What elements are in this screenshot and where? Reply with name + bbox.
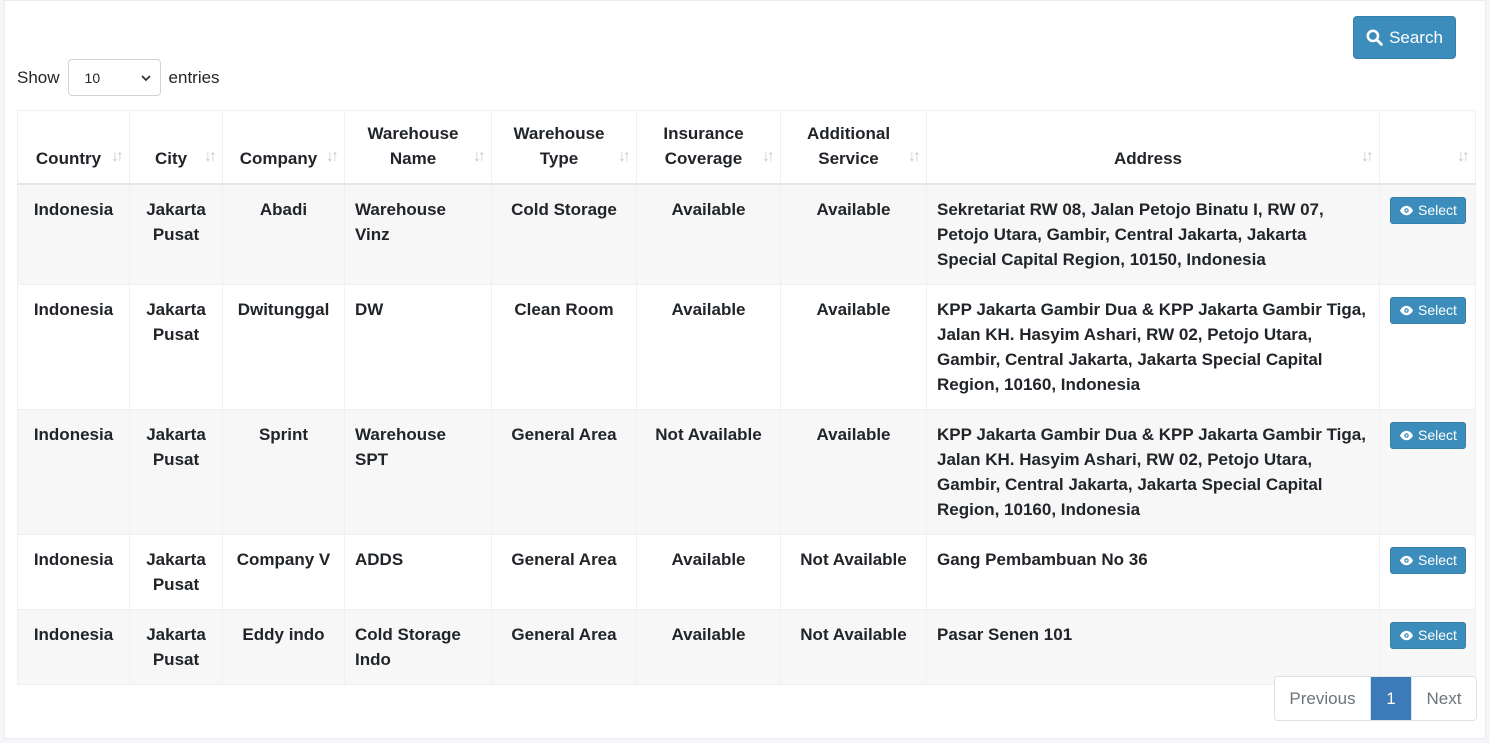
table-row <box>18 609 1476 684</box>
cell-company: Company V <box>223 534 345 609</box>
cell-insurance-coverage: Available <box>637 284 781 409</box>
select-button-label: Select <box>1418 202 1457 218</box>
cell-warehouse-name: DW <box>345 284 492 409</box>
table-row <box>18 184 1476 285</box>
cell-address: Sekretariat RW 08, Jalan Petojo Binatu I, RW 07, Petojo Utara, Gambir, Central Jakarta, Jakarta Special Capital Region, 10150, Indonesia <box>927 184 1380 285</box>
page-1-button[interactable]: 1 <box>1371 677 1411 720</box>
cell-insurance-coverage: Available <box>637 184 781 285</box>
cell-insurance-coverage: Not Available <box>637 409 781 534</box>
header-additional-service[interactable] <box>781 111 927 184</box>
header-warehouse-name[interactable] <box>345 111 492 184</box>
sort-icon: ↓↑ <box>111 147 121 165</box>
header-label: Insurance Coverage <box>663 123 744 168</box>
cell-insurance-coverage: Available <box>637 609 781 684</box>
cell-additional-service: Available <box>781 284 927 409</box>
search-button[interactable] <box>1353 16 1456 59</box>
cell-warehouse-name: ADDS <box>345 534 492 609</box>
eye-icon <box>1399 305 1414 316</box>
cell-address: Pasar Senen 101 <box>927 609 1380 684</box>
select-button[interactable] <box>1390 197 1466 224</box>
chevron-down-icon <box>140 72 152 84</box>
cell-action <box>1380 534 1476 609</box>
sort-icon: ↓↑ <box>908 147 918 165</box>
cell-city: Jakarta Pusat <box>130 184 223 285</box>
search-button-label: Search <box>1389 27 1443 47</box>
sort-icon: ↓↑ <box>1457 147 1467 165</box>
cell-company: Eddy indo <box>223 609 345 684</box>
cell-warehouse-name: Warehouse SPT <box>345 409 492 534</box>
select-button[interactable] <box>1390 622 1466 649</box>
previous-page-button[interactable]: Previous <box>1275 677 1371 720</box>
table-body <box>18 184 1476 685</box>
pagination <box>1274 676 1477 721</box>
cell-company: Abadi <box>223 184 345 285</box>
cell-country: Indonesia <box>18 609 130 684</box>
cell-insurance-coverage: Available <box>637 534 781 609</box>
eye-icon <box>1399 630 1414 641</box>
cell-address: KPP Jakarta Gambir Dua & KPP Jakarta Gambir Tiga, Jalan KH. Hasyim Ashari, RW 02, Petojo Utara, Gambir, Central Jakarta, Jakarta Special Capital Region, 10160, Indonesia <box>927 409 1380 534</box>
select-button-label: Select <box>1418 427 1457 443</box>
sort-icon: ↓↑ <box>326 147 336 165</box>
cell-warehouse-type: Cold Storage <box>492 184 637 285</box>
cell-warehouse-name: Warehouse Vinz <box>345 184 492 285</box>
cell-country: Indonesia <box>18 534 130 609</box>
sort-icon: ↓↑ <box>1361 147 1371 165</box>
cell-country: Indonesia <box>18 184 130 285</box>
sort-icon: ↓↑ <box>204 147 214 165</box>
table-row <box>18 409 1476 534</box>
cell-address: KPP Jakarta Gambir Dua & KPP Jakarta Gambir Tiga, Jalan KH. Hasyim Ashari, RW 02, Petojo Utara, Gambir, Central Jakarta, Jakarta Special Capital Region, 10160, Indonesia <box>927 284 1380 409</box>
show-label: Show <box>17 67 60 87</box>
select-button-label: Select <box>1418 302 1457 318</box>
header-label: Address <box>1113 148 1183 168</box>
header-label: Additional Service <box>806 123 891 168</box>
header-label: Warehouse Type <box>513 123 605 168</box>
cell-action <box>1380 409 1476 534</box>
header-label: Company <box>239 148 318 168</box>
cell-company: Dwitunggal <box>223 284 345 409</box>
table-header-row <box>18 111 1476 184</box>
cell-country: Indonesia <box>18 409 130 534</box>
entries-select[interactable] <box>68 59 161 96</box>
select-button[interactable] <box>1390 297 1466 324</box>
eye-icon <box>1399 205 1414 216</box>
cell-country: Indonesia <box>18 284 130 409</box>
table-row <box>18 284 1476 409</box>
header-label: City <box>154 148 188 168</box>
sort-icon: ↓↑ <box>618 147 628 165</box>
cell-action <box>1380 609 1476 684</box>
cell-additional-service: Not Available <box>781 609 927 684</box>
next-page-button[interactable]: Next <box>1411 677 1476 720</box>
header-warehouse-type[interactable] <box>492 111 637 184</box>
cell-city: Jakarta Pusat <box>130 284 223 409</box>
cell-warehouse-type: Clean Room <box>492 284 637 409</box>
header-action[interactable] <box>1380 111 1476 184</box>
entries-label: entries <box>168 67 220 87</box>
cell-warehouse-type: General Area <box>492 609 637 684</box>
cell-additional-service: Available <box>781 409 927 534</box>
header-label: Country <box>35 148 102 168</box>
header-insurance-coverage[interactable] <box>637 111 781 184</box>
cell-warehouse-name: Cold Storage Indo <box>345 609 492 684</box>
warehouse-table <box>17 110 1476 685</box>
cell-action <box>1380 184 1476 285</box>
entries-length-control <box>17 59 220 96</box>
sort-icon: ↓↑ <box>473 147 483 165</box>
cell-action <box>1380 284 1476 409</box>
select-button-label: Select <box>1418 627 1457 643</box>
header-label: Warehouse Name <box>367 123 459 168</box>
header-address[interactable] <box>927 111 1380 184</box>
cell-warehouse-type: General Area <box>492 534 637 609</box>
header-city[interactable] <box>130 111 223 184</box>
table-row <box>18 534 1476 609</box>
entries-select-value: 10 <box>84 69 101 86</box>
cell-additional-service: Available <box>781 184 927 285</box>
cell-address: Gang Pembambuan No 36 <box>927 534 1380 609</box>
cell-company: Sprint <box>223 409 345 534</box>
cell-warehouse-type: General Area <box>492 409 637 534</box>
eye-icon <box>1399 555 1414 566</box>
cell-city: Jakarta Pusat <box>130 609 223 684</box>
header-country[interactable] <box>18 111 130 184</box>
cell-additional-service: Not Available <box>781 534 927 609</box>
cell-city: Jakarta Pusat <box>130 534 223 609</box>
select-button[interactable] <box>1390 422 1466 449</box>
header-company[interactable] <box>223 111 345 184</box>
select-button[interactable] <box>1390 547 1466 574</box>
search-icon <box>1366 29 1383 46</box>
eye-icon <box>1399 430 1414 441</box>
cell-city: Jakarta Pusat <box>130 409 223 534</box>
select-button-label: Select <box>1418 552 1457 568</box>
sort-icon: ↓↑ <box>762 147 772 165</box>
